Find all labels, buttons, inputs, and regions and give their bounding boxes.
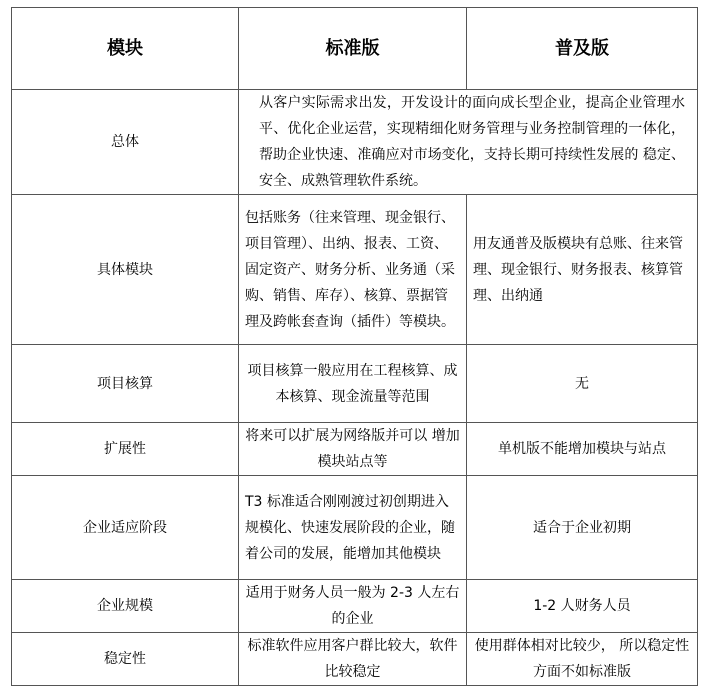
comparison-table bbox=[11, 7, 698, 686]
popular-cell: 1-2 人财务人员 bbox=[467, 580, 698, 633]
popular-cell: 用友通普及版模块有总账、往来管理、现金银行、财务报表、核算管 理、出纳通 bbox=[467, 195, 698, 345]
popular-cell: 单机版不能增加模块与站点 bbox=[467, 423, 698, 476]
header-row bbox=[12, 8, 698, 90]
table-row bbox=[12, 345, 698, 423]
standard-cell: 将来可以扩展为网络版并可以 增加模块站点等 bbox=[239, 423, 467, 476]
table-row bbox=[12, 476, 698, 580]
module-name: 企业适应阶段 bbox=[12, 476, 239, 580]
popular-cell: 适合于企业初期 bbox=[467, 476, 698, 580]
header-module: 模块 bbox=[12, 8, 239, 90]
standard-cell: 包括账务（往来管理、现金银行、项目管理）、出纳、报表、工资、固定资产、财务分析、业务通（采购、销售、库存）、核算、票据管理及跨帐套查询（插件）等模块。 bbox=[239, 195, 467, 345]
module-name: 项目核算 bbox=[12, 345, 239, 423]
module-name: 扩展性 bbox=[12, 423, 239, 476]
popular-cell: 无 bbox=[467, 345, 698, 423]
module-name: 稳定性 bbox=[12, 633, 239, 686]
table-row bbox=[12, 423, 698, 476]
standard-cell: T3 标准适合刚刚渡过初创期进入规模化、快速发展阶段的企业，随着公司的发展，能增加其他模块 bbox=[239, 476, 467, 580]
table-row bbox=[12, 633, 698, 686]
header-popular: 普及版 bbox=[467, 8, 698, 90]
overall-description bbox=[239, 90, 698, 195]
table-row bbox=[12, 195, 698, 345]
overall-text: 从客户实际需求出发，开发设计的面向成长型企业，提高企业管理水平、优化企业运营，实现精细化财务管理与业务控制管理的一体化，帮助企业快速、准确应对市场变化，支持长期可持续性发展的 稳定、安全、成熟管理软件系统。 bbox=[259, 95, 685, 189]
module-name: 企业规模 bbox=[12, 580, 239, 633]
header-standard: 标准版 bbox=[239, 8, 467, 90]
standard-cell: 适用于财务人员一般为 2-3 人左右的企业 bbox=[239, 580, 467, 633]
table-row bbox=[12, 90, 698, 195]
standard-cell: 标准软件应用客户群比较大，软件比较稳定 bbox=[239, 633, 467, 686]
standard-cell: 项目核算一般应用在工程核算、成本核算、现金流量等范围 bbox=[239, 345, 467, 423]
table-row bbox=[12, 580, 698, 633]
module-name: 总体 bbox=[12, 90, 239, 195]
module-name: 具体模块 bbox=[12, 195, 239, 345]
popular-cell: 使用群体相对比较少， 所以稳定性方面不如标准版 bbox=[467, 633, 698, 686]
